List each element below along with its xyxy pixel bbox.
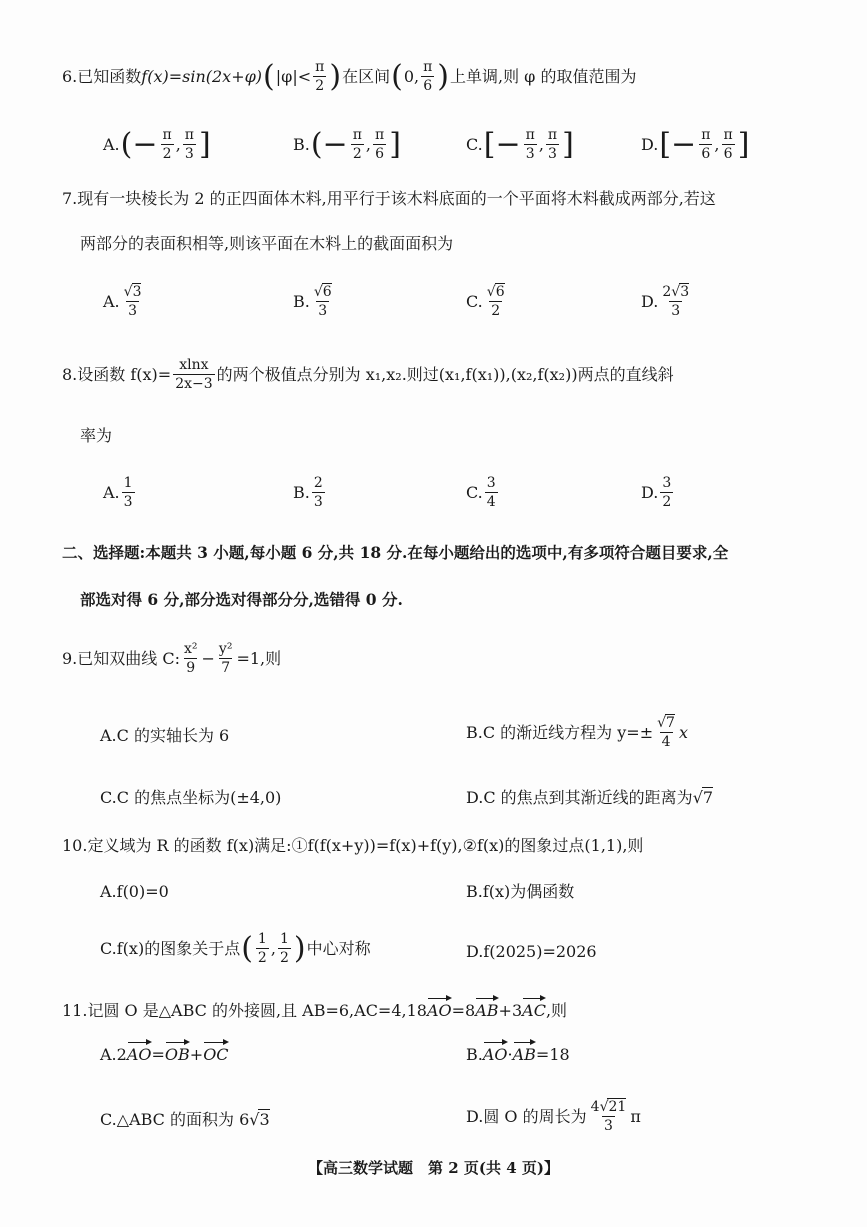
q11-suffix: ,则 [545, 1001, 568, 1020]
q9-stem [62, 642, 281, 675]
q10-option-a[interactable]: A.f(0)=0 [100, 882, 169, 901]
opt-text: C.△ABC 的面积为 6 [100, 1110, 250, 1129]
opt-text: =18 [535, 1045, 570, 1064]
q7-stem-line2: 两部分的表面积相等,则该平面在木料上的截面面积为 [80, 234, 454, 253]
eq: =8 [451, 1001, 476, 1020]
plus: +3 [498, 1001, 523, 1020]
q6-abs-phi: |φ|< [275, 66, 312, 86]
opt-text: D.圆 O 的周长为 [466, 1106, 587, 1126]
opt-label: C. [466, 482, 483, 502]
q7-option-d[interactable] [641, 285, 693, 318]
q6-prefix: 6.已知函数 [62, 66, 142, 86]
q8-option-b[interactable] [293, 476, 327, 509]
paren-close: ) [293, 931, 306, 966]
minus: − [201, 648, 215, 668]
opt-label: C. [466, 291, 483, 311]
frac: $\frac{\pi}{2}$ [352, 127, 362, 162]
opt-label: A. [103, 134, 120, 154]
q8-option-a[interactable] [103, 476, 137, 509]
opt-label: A.2 [100, 1045, 127, 1064]
q10-option-b[interactable]: B.f(x)为偶函数 [466, 882, 575, 901]
plus: + [189, 1045, 204, 1064]
bracket: ] [562, 127, 574, 162]
opt-label: B. [293, 482, 310, 502]
q6-stem [62, 60, 636, 93]
comma: , [365, 134, 371, 154]
page-footer: 【高三数学试题 第 2 页(共 4 页)】 [308, 1159, 559, 1177]
q8-prefix: 8.设函数 f(x)= [62, 364, 172, 384]
q8-suffix: 的两个极值点分别为 x₁,x₂.则过(x₁,f(x₁)),(x₂,f(x₂))两点的直线斜 [216, 364, 674, 384]
frac: 4√21 3 [590, 1099, 627, 1134]
opt-text: 中心对称 [306, 938, 371, 958]
q9-suffix: =1,则 [236, 648, 282, 668]
q6-zero: 0, [403, 66, 420, 86]
frac: 3 2 [662, 475, 672, 510]
pi-over-2: π 2 [315, 59, 325, 94]
q9-option-b[interactable] [466, 716, 688, 749]
pi-over-6: π 6 [423, 59, 433, 94]
vector-oc: OC [203, 1045, 229, 1064]
frac: √6 3 [313, 284, 332, 319]
opt-label: B. [466, 1045, 483, 1064]
opt-label: C. [466, 134, 483, 154]
vector-ao: AO [482, 1045, 508, 1064]
var-x: x [678, 722, 688, 742]
frac: 3 4 [486, 475, 496, 510]
q7-option-c[interactable] [466, 285, 509, 318]
bracket: [− [483, 127, 521, 162]
q8-stem-line2: 率为 [80, 426, 113, 445]
vector-ab: AB [512, 1045, 536, 1064]
pi: π [630, 1106, 641, 1126]
q9-option-c[interactable]: C.C 的焦点坐标为(±4,0) [100, 788, 282, 807]
q6-option-d[interactable] [641, 128, 750, 161]
frac: √3 3 [123, 284, 142, 319]
q11-option-d[interactable] [466, 1100, 641, 1133]
vector-ab: AB [475, 1001, 499, 1020]
q6-option-a[interactable] [103, 128, 212, 161]
comma: , [175, 134, 181, 154]
q9-option-a[interactable]: A.C 的实轴长为 6 [100, 726, 230, 745]
q6-suffix: 上单调,则 φ 的取值范围为 [450, 66, 637, 86]
paren-close-2: ) [437, 59, 449, 94]
q11-option-b[interactable] [466, 1047, 570, 1063]
paren-open: ( [263, 59, 275, 94]
dot: · [507, 1045, 513, 1064]
q10-stem: 10.定义域为 R 的函数 f(x)满足:①f(f(x+y))=f(x)+f(y),②f(x)的图象过点(1,1),则 [62, 836, 644, 855]
opt-label: D. [641, 482, 659, 502]
q8-frac: $\frac{xlnx}{2x-3}$ [175, 357, 213, 392]
section2-heading-line1: 二、选择题:本题共 3 小题,每小题 6 分,共 18 分.在每小题给出的选项中,有多项符合题目要求,全 [62, 543, 729, 562]
frac: $\frac{\pi}{2}$ [162, 127, 172, 162]
q7-option-b[interactable] [293, 285, 336, 318]
frac: $\frac{\pi}{6}$ [701, 127, 711, 162]
vector-ao: AO [426, 1001, 452, 1020]
bracket: [− [659, 127, 697, 162]
paren-close: ) [329, 59, 342, 94]
vector-ob: OB [164, 1045, 190, 1064]
paren-open-2: ( [391, 59, 403, 94]
frac: π 3 [184, 127, 194, 162]
q7-stem-line1: 7.现有一块棱长为 2 的正四面体木料,用平行于该木料底面的一个平面将木料截成两部分,若这 [62, 189, 716, 208]
bracket: (− [120, 127, 158, 162]
opt-label: A. [103, 482, 120, 502]
frac: 1 2 [279, 931, 289, 966]
q6-func: f(x)=sin(2x+φ) [141, 66, 263, 86]
paren-open: ( [241, 931, 253, 966]
bracket: ] [737, 127, 750, 162]
bracket: (− [310, 127, 348, 162]
frac: $\frac{\pi}{3}$ [525, 127, 535, 162]
frac: π 6 [374, 127, 385, 162]
q10-option-d[interactable]: D.f(2025)=2026 [466, 942, 597, 961]
frac: 1 3 [123, 475, 133, 510]
frac: $\frac{\text{y²}}{7}$ [218, 641, 233, 676]
frac: √6 2 [486, 284, 505, 319]
frac: 1 2 [257, 931, 267, 966]
opt-text: C.f(x)的图象关于点 [100, 938, 241, 958]
q8-option-c[interactable] [466, 476, 500, 509]
q8-option-d[interactable] [641, 476, 675, 509]
opt-label: A. [103, 291, 120, 311]
frac: 2√3 3 [662, 284, 690, 319]
bracket: ] [198, 127, 211, 162]
frac: 2 3 [313, 475, 323, 510]
opt-label: D. [641, 134, 659, 154]
q10-option-c[interactable]: C.f(x)的图象关于点 ( 1 2 , 1 2 ) 中心对称 [100, 931, 371, 966]
q11-prefix: 11.记圆 O 是△ABC 的外接圆,且 AB=6,AC=4,18 [62, 1001, 427, 1020]
q11-option-c[interactable]: C.△ABC 的面积为 6 √3 [100, 1110, 270, 1129]
bracket: ] [389, 127, 401, 162]
frac: $\frac{√7}{4}$ [657, 715, 675, 750]
opt-label: B. [293, 291, 310, 311]
q9-prefix: 9.已知双曲线 C: [62, 648, 180, 668]
vector-ac: AC [522, 1001, 546, 1020]
q7-option-a[interactable] [103, 285, 145, 318]
comma: , [714, 134, 720, 154]
frac: x² 9 [184, 641, 198, 676]
q9-option-d[interactable]: D.C 的焦点到其渐近线的距离为 √7 [466, 788, 714, 807]
frac: π 3 [547, 127, 558, 162]
opt-label: D. [641, 291, 659, 311]
vector-ao: AO [126, 1045, 152, 1064]
q6-interval-word: 在区间 [342, 66, 391, 86]
q11-option-a[interactable] [100, 1047, 229, 1063]
q11-stem [62, 1003, 567, 1019]
eq: = [151, 1045, 165, 1064]
q6-option-c[interactable] [466, 128, 575, 161]
frac: π 6 [723, 127, 733, 162]
q8-stem [62, 358, 674, 391]
q6-option-b[interactable] [293, 128, 402, 161]
opt-text: B.C 的渐近线方程为 y=± [466, 722, 654, 742]
section2-heading-line2: 部选对得 6 分,部分选对得部分分,选错得 0 分. [80, 590, 403, 609]
opt-label: B. [293, 134, 310, 154]
comma: , [538, 134, 544, 154]
opt-text: D.C 的焦点到其渐近线的距离为 [466, 788, 693, 807]
